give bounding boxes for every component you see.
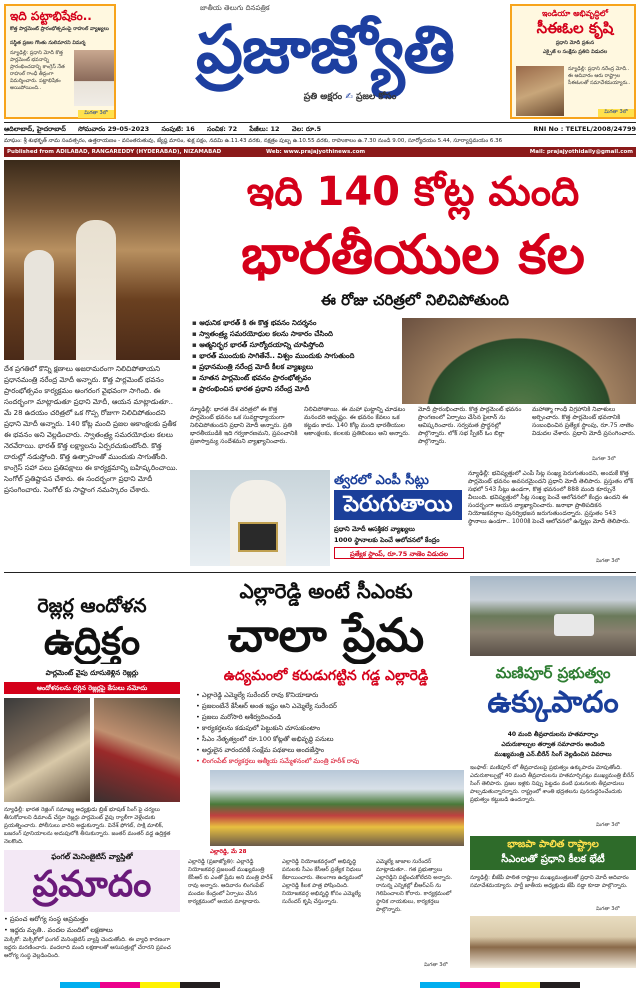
wrestlers-title-1: రెజ్లర్ల ఆందోళన (37, 595, 147, 617)
left-box-line2: సస్థిత ప్రజల గొంతు నులిమారని విమర్శ (10, 40, 86, 46)
manipur-more: మిగతా 3లో (596, 822, 620, 828)
rally-photo (210, 770, 464, 846)
photo-figure (76, 220, 116, 360)
lead-subhead: ఈ రోజు చరిత్రలో నిలిచిపోతుంది (321, 291, 509, 309)
lead-more: మిగతా 3లో (592, 456, 616, 462)
wrestlers-banner: ఆందోళనలను దగ్గిన రెజ్లర్లపై కేసులు నమోదు (4, 682, 180, 694)
wrestlers-sub: పార్లమెంట్ వైపు దూసుకెళ్లిన రెజ్లర్లు (45, 669, 139, 677)
right-box-title: సీఈఓల కృషి (536, 19, 614, 37)
masthead-tagline: జాతీయ తెలుగు దినపత్రిక (200, 4, 270, 12)
yellareddy-title-2: చాలా ప్రేమ (227, 608, 425, 662)
left-box-title: ఇది పట్టాభిషేకం.. (10, 9, 92, 23)
dateline-bar (4, 122, 636, 135)
lead-bullet: ▪ ఆధునిక భారత్ కి ఈ కొత్త భవనం నిదర్శనం (192, 318, 398, 329)
yellareddy-bullets (196, 690, 464, 768)
dateline-place: ఆదిలాబాద్, హైదరాబాద్ (4, 125, 66, 133)
fungal-bullets (4, 914, 180, 936)
fungal-title: ప్రమాదం (32, 864, 152, 905)
right-box-more: మిగతా 3లో (598, 109, 634, 117)
manipur-title-2: ఉక్కుపాదం (487, 685, 619, 720)
yellareddy-bullet: • ప్రజలు మరోసారి ఆశీర్వదించండి (196, 712, 464, 723)
lead-col-4: మహాత్మా గాంధీ విగ్రహానికి నివాళులు అర్పించారు. కొత్త పార్లమెంట్ భవనానికి సంబంధించిన ప్రత్యేక స్టాంపు, రూ.75 నాణెం విడుదల చేశారు. ప్రధాని మోదీ ప్రసంగించారు. (532, 406, 636, 437)
yellareddy-title-1: ఎల్లారెడ్డి అంటే సీఎంకు (239, 579, 413, 603)
lead-col-3: మోదీ ప్రారంభించారు. కొత్త పార్లమెంట్ భవనం ప్రాంగణంలో ఏర్పాటు చేసిన పైలాన్ ను ఆవిష్కరించారు. సర్వమత ప్రార్థనల్లో పాల్గొన్నారు. లోక్ సభ స్పీకర్ ఓం బిర్లా పాల్గొన్నారు. (418, 406, 522, 445)
seats-title-2: పెరుగుతాయి (334, 490, 462, 520)
bjp-more: మిగతా 3లో (596, 906, 620, 912)
dateline-issue: సంచిక: 72 (207, 125, 238, 133)
lead-bullets (192, 318, 398, 398)
yellareddy-bullet: • సీఎం నేతృత్వంలో రూ.100 కోట్లతో అభివృద్ధి పనులు (196, 734, 464, 745)
manipur-line-3: ముఖ్యమంత్రి ఎన్.బీరేన్ సింగ్ వెల్లడించిన వివరాలు (494, 751, 612, 758)
panchang-line: మాఘం: శ్రీ శుభకృత్ నామ సంవత్సరం, ఉత్తరాయణం - వసంతరుతువు, జ్యేష్ఠ మాసం, శుక్ల పక్షం, నవమి ఉ.11.43 వరకు, నక్షత్రం పుబ్బ ఉ.10.55 వరకు, రాహుకాలం ఉ.7.30 నుండి 9.00, సూర్యోదయం 5.44, సూర్యాస్తమయం 6.36 (4, 138, 503, 144)
lead-bullet: ▪ ఆత్మనిర్భర భారత్ సూర్యోదయాన్ని చూపిస్తోంది (192, 340, 398, 351)
left-box-body: న్యూఢిల్లీ: ప్రధాని మోదీ కొత్త పార్లమెంట్ భవనాన్ని ప్రారంభించడాన్ని కాంగ్రెస్ నేత రాహుల్ గాంధీ తీవ్రంగా విమర్శించారు. పట్టాభిషేకం అయిపోయింది.. (10, 50, 65, 91)
modi-sengol-photo (4, 160, 180, 360)
fungal-box (4, 850, 180, 912)
right-box-body: న్యూఢిల్లీ: ప్రధాని నరేంద్ర మోదీ.. ఈ ఆదివారం ఆరు రాష్ట్రాల సీఈఓలతో సమావేశమయ్యారు.. (568, 66, 631, 86)
yellareddy-col-1: ఎల్లారెడ్డి (ప్రజాజ్యోతి): ఎల్లారెడ్డి నియోజకవర్గ ప్రజలంటే ముఖ్యమంత్రి కేసీఆర్ కు ఎంతో ప్రేమ అని మంత్రి హరీశ్ రావు అన్నారు. ఆదివారం లింగంపేట్ మండల కేంద్రంలో ఏర్పాటు చేసిన కార్యక్రమంలో ఆయన మాట్లాడారు. (188, 859, 273, 905)
lead-left-text: దేశ ప్రగతిలో కొన్ని క్షణాలు అజరామరంగా నిలిచిపోతాయని ప్రధానమంత్రి నరేంద్ర మోదీ అన్నారు. కొత్త పార్లమెంట్ భవనం ప్రారంభోత్సవం కార్యక్రమం అంగరంగ వైభవంగా సాగింది. ఈ సందర్భంగా మాట్లాడుతూ ప్రధాని మోదీ, ఆయన మాట్లాడుతూ.. మే 28 ఉదయం చరిత్రలో ఒక గొప్ప రోజుగా నిలిచిపోతుందని ప్రధాని మోదీ అన్నారు. 140 కోట్ల మంది ప్రజల ఆకాంక్షలకు ప్రతీక ఈ భవనం అని వెల్లడించారు. స్వాతంత్ర్య సమరయోధుల కలలు నెరవేరాయి. భారత్ కొత్త లక్ష్యాలను ఏర్పరచుకుంటోంది. కొత్త దారుల్లో నడుస్తోంది. కొత్త ఉత్సాహంతో ముందుకు సాగుతోంది. కాంగ్రెస్ సహా పలు ప్రతిపక్షాలు ఈ కార్యక్రమాన్ని బహిష్కరించాయి. సెంగోల్ ప్రతిష్టాపన చేశారు. ఈ సందర్భంగా ప్రధాని మోదీ ప్రసంగించారు. సెంగోల్ కు సాష్టాంగ నమస్కారం చేశారు. (4, 365, 178, 494)
dateline-volume: సంపుటి: 16 (161, 125, 195, 133)
coin-frame (238, 522, 278, 552)
dateline-rni: RNI No : TELTEL/2008/24799 (533, 125, 636, 133)
wrestlers-photo-2 (94, 698, 180, 802)
fungal-bullet: • ప్రపంచ ఆరోగ్య సంస్థ అప్రమత్తం (4, 914, 180, 925)
lead-headline-2: భారతీయుల కల (241, 223, 585, 286)
seats-sub: ప్రధాని మోదీ ఆసక్తికర వ్యాఖ్యలు (334, 525, 415, 533)
masthead-left-box (4, 4, 116, 119)
manipur-body: ఇంఫాల్: మణిపూర్ లో తీవ్రవాదులపై ప్రభుత్వం ఉక్కుపాదం మోపుతోంది. ఎదురుకాల్పుల్లో 40 మంది తీవ్రవాదులను హతమార్చినట్లు ముఖ్యమంత్రి బీరేన్ సింగ్ తెలిపారు. ప్రజల ఇళ్లకు నిప్పు పెట్టడం వంటి ఘటనలకు తీవ్రవాదులు పాల్పడుతున్నారన్నారు. రాష్ట్రంలో శాంతి భద్రతలను పునరుద్ధరించేందుకు ప్రభుత్వం కట్టుబడి ఉందన్నారు. (470, 765, 635, 803)
lead-bullet: ▪ భారత్ ముందుకు సాగితేనే.. విశ్వం ముందుకు సాగుతుంది (192, 351, 398, 362)
bjp-box (470, 836, 636, 870)
yellareddy-bullet: • లింగంపేట్ కార్యకర్తలు ఆత్మీయ సమ్మేళనంలో మంత్రి హరీశ్ రావు (196, 756, 464, 767)
rahul-photo (74, 50, 114, 106)
lead-col-1: న్యూఢిల్లీ: భారత దేశ చరిత్రలో ఈ కొత్త పార్లమెంట్ భవనం ఒక సువర్ణాధ్యాయంగా నిలిచిపోతుందని ప్రధాని మోదీ అన్నారు. ప్రతి భారతీయుడికి ఇది గర్వకారణమని, ప్రపంచానికి ప్రజాస్వామ్య సందేశమని వ్యాఖ్యానించారు. (190, 406, 298, 445)
right-box-line2: ఎక్సైజ్ ల సంక్షేమ ప్రతిని విడుదల (542, 49, 608, 55)
yellareddy-photo-caption: ఎల్లారెడ్డి, మే 28 (210, 849, 247, 855)
bjp-title-2: సీఎంలతో ప్రధాని కీలక భేటీ (501, 854, 605, 865)
mail: Mail: prajajyothidaily@gmail.com (529, 149, 633, 155)
lead-bullet: ▪ ప్రారంభించిన భారత ప్రధాని నరేంద్ర మోదీ (192, 384, 398, 395)
right-box-kicker: ఇండియా అభివృద్ధిలో (541, 9, 609, 18)
fungal-bullet: • ఇద్దరు మృతి.. వందల మందిలో లక్షణాలు (4, 925, 180, 936)
yellareddy-sub: ఉద్యమంలో కరుడుగట్టిన గడ్డ ఎల్లారెడ్డి (223, 668, 429, 684)
bjp-meeting-photo (470, 916, 636, 968)
yellareddy-bullet: • ఎల్లారెడ్డి ఎమ్మెల్యే సురేందర్ రావు కొనియాడారు (196, 690, 464, 701)
ceo-photo (516, 66, 564, 116)
manipur-title-1: మణిపూర్ ప్రభుత్వం (495, 664, 611, 682)
lead-col-2: నిలిచిపోతాయి. ఈ మహా ఘట్టాన్ని చూడటం మనందరి అదృష్టం. ఈ భవనం కేవలం ఒక కట్టడం కాదు. 140 కోట్ల మంది భారతీయుల ఆకాంక్షలకు, కలలకు ప్రతిబింబం అని అన్నారు. (304, 406, 410, 437)
website: Web: www.prajajyothinews.com (266, 149, 366, 155)
published-from: Published from ADILABAD, RANGAREDDY (HYDERABAD), NIZAMABAD (7, 149, 222, 155)
masthead-slogan (270, 92, 430, 104)
wrestlers-body: న్యూఢిల్లీ: భారత రెజ్లింగ్ సమాఖ్య అధ్యక్షుడు బ్రిజ్ భూషణ్ సింగ్ పై చర్యలు తీసుకోవాలని డిమాండ్ చేస్తూ రెజ్లర్లు పార్లమెంట్ వైపు ర్యాలీగా వెళ్లేందుకు ప్రయత్నించారు. పోలీసులు వారిని అడ్డుకున్నారు. వినేశ్ ఫోగట్, సాక్షి మాలిక్, బజరంగ్ పూనియాలను అదుపులోకి తీసుకున్నారు. జంతర్ మంతర్ వద్ద ఉద్రిక్తత నెలకొంది. (4, 807, 171, 845)
seats-body: న్యూఢిల్లీ: భవిష్యత్తులో ఎంపీ సీట్ల సంఖ్య పెరుగుతుందని, అందుకే కొత్త పార్లమెంట్ భవనం అవసరమైందని ప్రధాని మోదీ తెలిపారు. ప్రస్తుతం లోక్ సభలో 543 సీట్లు ఉండగా, కొత్త భవనంలో 888 మంది కూర్చునే వీలుంది. భవిష్యత్తులో సీట్ల సంఖ్య పెంచే ఆలోచనలో కేంద్రం ఉందని ఈ సందర్భంగా ఆయన వ్యాఖ్యానించారు. జనాభా ప్రాతిపదికన నియోజకవర్గాల పునర్విభజన జరుగుతుందన్నారు. ప్రస్తుతం 543 స్థానాలు ఉండగా.. 1000కి పెంచే ఆలోచనలో ఉన్నట్లు మోదీ తెలిపారు. (468, 470, 634, 525)
seats-line: 1000 స్థానాలకు పెంచే ఆలోచనలో కేంద్రం (334, 536, 440, 544)
seats-stamp: ప్రత్యేక స్టాంప్, రూ.75 నాణెం విడుదల (334, 547, 464, 559)
lead-bullet: ▪ స్వాతంత్ర్య సమరయోధుల కలను సాకారం చేసింది (192, 329, 398, 340)
right-box-line1: ప్రధాని మోదీ ప్రశంస (555, 40, 595, 46)
registration-bar (0, 974, 640, 982)
dateline-pages: పేజీలు: 12 (249, 125, 280, 133)
fungal-kicker: ఫంగల్ మెనింజైటిస్ వ్యాప్తితో (51, 852, 133, 861)
yellareddy-bullet: • కార్యకర్తలను కడుపులో పెట్టుకుని చూసుకుంటాం (196, 723, 464, 734)
bjp-title-1: భాజపా పాలిత రాష్ట్రాల (507, 839, 599, 850)
photo-figure-2 (24, 250, 54, 360)
lead-headline-1: ఇది 140 కోట్ల మంది (246, 169, 580, 215)
wrestlers-photo-1 (4, 698, 90, 802)
slogan-right: ప్రజల కోసం (355, 92, 397, 102)
slogan-logo-icon: ✍ (345, 92, 353, 102)
yellareddy-col-2: ఎల్లారెడ్డి నియోజకవర్గంలో అభివృద్ధి పనులకు సీఎం కేసీఆర్ ప్రత్యేక నిధులు కేటాయించారు. తెలంగాణ ఉద్యమంలో ఎల్లారెడ్డి కీలక పాత్ర పోషించింది. నియోజకవర్గ అభివృద్ధి కోసం ఎమ్మెల్యే సురేందర్ కృషి చేస్తున్నారు. (282, 859, 363, 905)
manipur-line-1: 40 మంది తీవ్రవాదులను హతమార్చాం (507, 731, 599, 738)
divider-mid (4, 572, 636, 573)
lead-bullet: ▪ నూతన పార్లమెంట్ భవనం ప్రారంభోత్సవం (192, 373, 398, 384)
seats-title-1: త్వరలో ఎంపీ సీట్లు (334, 473, 429, 488)
slogan-left: ప్రతి అక్షరం (303, 92, 343, 102)
color-registration-marks (0, 981, 640, 988)
manipur-photo (470, 576, 636, 656)
dateline-date: సోమవారం 29-05-2023 (78, 125, 150, 133)
parliament-hall-photo (402, 318, 636, 404)
yellareddy-more: మిగతా 3లో (424, 962, 448, 968)
yellareddy-bullet: • అర్హులైన వారందరికీ సంక్షేమ పథకాలు అందజేస్తాం (196, 745, 464, 756)
seats-more: మిగతా 3లో (596, 558, 620, 564)
fungal-body: మెక్సికో: మెక్సికోలో ఫంగల్ మెనింజైటిస్ వ్యాప్తి చెందుతోంది. ఈ వ్యాధి కారణంగా ఇద్దరు మరణించారు. వందలాది మంది లక్షణాలతో ఆసుపత్రుల్లో చేరారని ప్రపంచ ఆరోగ్య సంస్థ వెల్లడించింది. (4, 937, 171, 959)
masthead-right-box (510, 4, 636, 119)
publish-bar (4, 147, 636, 157)
manipur-vehicle (554, 614, 594, 636)
wrestlers-title-2: ఉద్రిక్తం (43, 619, 141, 663)
lead-bullet: ▪ ప్రధానమంత్రి నరేంద్ర మోదీ కీలక వ్యాఖ్యలు (192, 362, 398, 373)
yellareddy-col-3: ఎమ్మెల్యే జాజాల సురేందర్ మాట్లాడుతూ.. గత ప్రభుత్వాలు ఎల్లారెడ్డిని పట్టించుకోలేదని అన్నారు. రానున్న ఎన్నికల్లో బీఆర్ఎస్ ను గెలిపించాలని కోరారు. కార్యక్రమంలో స్థానిక నాయకులు, కార్యకర్తలు పాల్గొన్నారు. (376, 859, 453, 913)
dateline-price: వెల: రూ.5 (291, 125, 322, 133)
masthead-logo: ప్రజాజ్యోతి (195, 11, 455, 88)
modi-coin-photo (190, 470, 330, 566)
yellareddy-bullet: • ప్రజలంటేనే కేసీఆర్ అంత ఇష్టం అని ఎమ్మెల్యే సురేందర్ (196, 701, 464, 712)
left-box-more: మిగతా 3లో (78, 110, 114, 118)
manipur-line-2: ఎదురుకాల్పుల తర్వాత సమాచారం అందింది (501, 741, 605, 748)
bjp-body: న్యూఢిల్లీ: బీజేపీ పాలిత రాష్ట్రాల ముఖ్యమంత్రులతో ప్రధాని మోదీ ఆదివారం సమావేశమయ్యారు. పార్టీ జాతీయ అధ్యక్షుడు జేపీ నడ్డా కూడా పాల్గొన్నారు. (470, 875, 629, 889)
left-box-line1: కొత్త పార్లమెంట్ ప్రారంభోత్సవంపై రాహుల్ వ్యాఖ్యలు (10, 26, 109, 32)
